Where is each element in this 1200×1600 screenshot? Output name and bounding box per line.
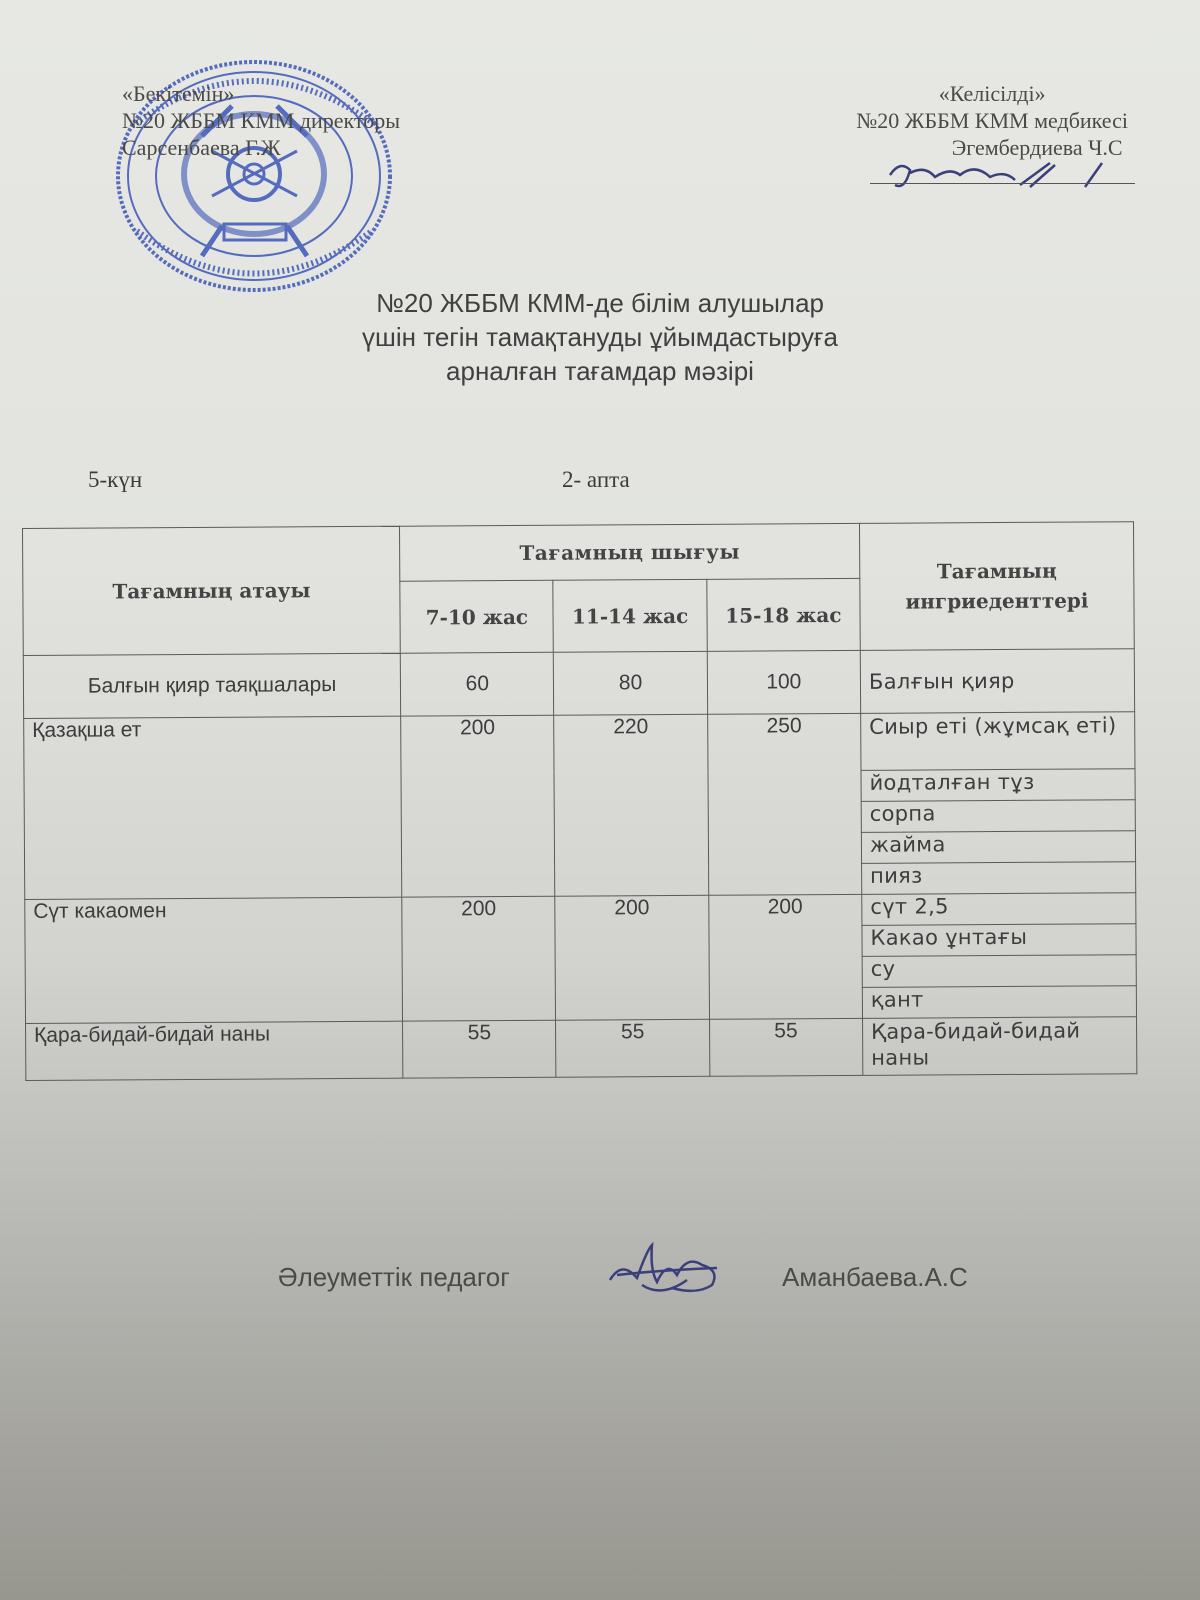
pedagogue-signature-icon [602,1240,732,1300]
approval-block-director [122,80,400,161]
portion-15-18: 100 [707,650,861,714]
menu-table [22,521,1137,1081]
signer-role: Әлеуметтік педагог [278,1262,510,1292]
portion-7-10: 200 [401,715,555,897]
header-age-11-14: 11-14 жас [553,579,707,652]
week-label: 2- апта [562,467,630,492]
approval-position: №20 ЖББМ КММ директоры [122,108,401,133]
signature-line [870,183,1135,184]
table-row [24,712,1135,776]
agreement-name: Эгембердиева Ч.С [951,135,1123,160]
agreement-label: «Келісілді» [938,81,1046,106]
ingredient: йодталған тұз [861,769,1135,802]
table-row [23,649,1134,719]
portion-7-10: 200 [402,896,556,1021]
approval-block-nurse [856,80,1128,161]
ingredient: қант [862,986,1136,1019]
header-age-15-18: 15-18 жас [707,579,861,652]
ingredient: Какао ұнтағы [862,924,1136,957]
portion-11-14: 220 [554,714,708,896]
signer-name: Аманбаева.А.С [782,1262,968,1292]
ingredient: Балғын қияр [860,649,1134,714]
header-age-7-10: 7-10 жас [400,580,554,653]
portion-15-18: 200 [708,894,862,1019]
dish-name: Балғын қияр таяқшалары [23,653,401,718]
portion-11-14: 80 [554,651,708,715]
ingredient: пияз [862,862,1136,895]
dish-name: Қазақша ет [24,716,402,899]
day-label: 5-күн [88,467,143,492]
ingredient: Сиыр еті (жұмсақ еті) [861,712,1135,771]
page-title [0,286,1200,388]
agreement-position: №20 ЖББМ КММ медбикесі [856,108,1128,133]
table-header-row [23,522,1134,584]
nurse-signature-icon [880,155,1130,195]
ingredient: су [862,955,1136,988]
ingredient: Қара-бидай-бидай наны [862,1017,1136,1076]
portion-15-18: 250 [707,713,861,895]
portion-7-10: 60 [400,652,554,716]
header-output: Тағамның шығуы [400,523,860,581]
ingredient: сүт 2,5 [862,893,1136,926]
dish-name: Сүт какаомен [25,897,403,1023]
header-dish-name: Тағамның атауы [23,526,401,655]
title-line-2: үшін тегін тамақтануды ұйымдастыруға [362,322,838,352]
ingredient: жайма [861,831,1135,864]
dish-name: Қара-бидай-бидай наны [26,1021,404,1080]
title-line-1: №20 ЖББМ КММ-де білім алушылар [375,288,824,318]
approval-name: Сарсенбаева Г.Ж [122,135,281,160]
table-row [26,1017,1137,1081]
ingredient: сорпа [861,800,1135,833]
portion-7-10: 55 [403,1020,557,1078]
portion-15-18: 55 [709,1018,863,1076]
title-line-3: арналған тағамдар мәзірі [446,356,754,386]
approval-label: «Бекітемін» [122,81,235,106]
portion-11-14: 55 [556,1019,710,1077]
header-ingredients: Тағамның ингриеденттері [859,522,1134,651]
portion-11-14: 200 [555,895,709,1020]
